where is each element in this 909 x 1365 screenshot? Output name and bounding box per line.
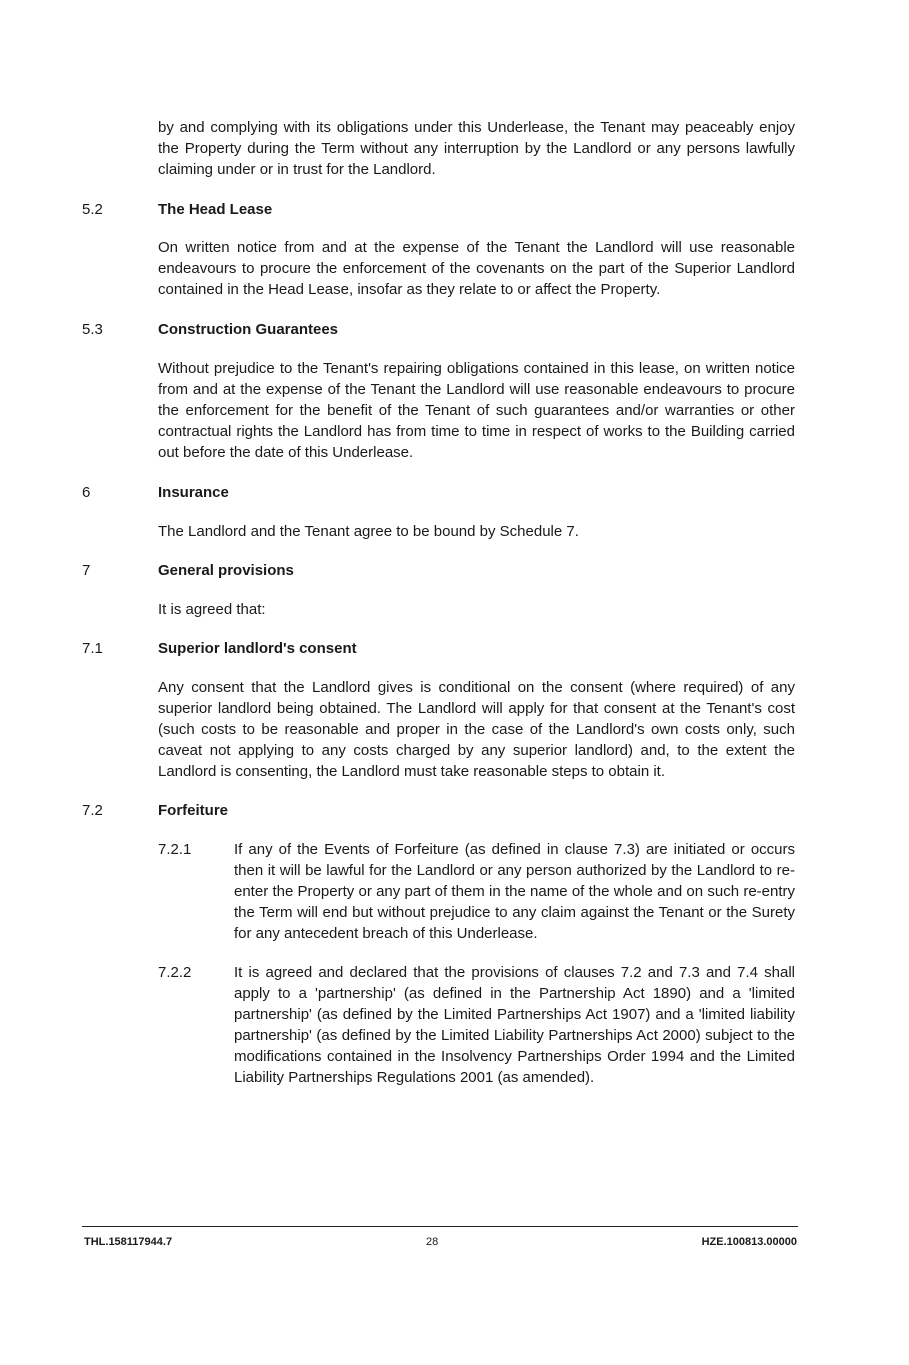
subclause-text-7-2-1: If any of the Events of Forfeiture (as defined in clause 7.3) are initiated or occurs then it will be lawful for the Landlord or any person authorized by the Landlord to re-enter the Property or any part of them in the name of the whole and on such re-entry the Term will end but without prejudice to any claim against the Tenant or the Surety for any antecedent breach of this Underlease.: [234, 841, 795, 942]
footer-matter-reference: HZE.100813.00000: [701, 1236, 797, 1248]
clause-heading-superior-landlords-consent: Superior landlord's consent: [158, 640, 357, 657]
clause-heading-insurance: Insurance: [158, 484, 229, 501]
clause-heading-construction-guarantees: Construction Guarantees: [158, 321, 339, 338]
clause-text-superior-landlords-consent: Any consent that the Landlord gives is conditional on the consent (where required) of any superior landlord being obtained. The Landlord will apply for that consent at the Tenant's cost (such costs to be reasonable and proper in the case of the Landlord's own costs only, such caveat not applying to any costs charged by any superior landlord) and, to the extent the Landlord is consenting, the Landlord must take reasonable steps to obtain it.: [158, 679, 795, 780]
subclause-text-7-2-2: It is agreed and declared that the provisions of clauses 7.2 and 7.3 and 7.4 shall apply to a 'partnership' (as defined in the Partnership Act 1890) and a 'limited partnership' (as defined by the Limited Partnerships Act 1907) and a 'limited liability partnership' (as defined by the Limited Liability Partnerships Act 2000) subject to the modifications contained in the Insolvency Partnerships Order 1994 and the Limited Liability Partnerships Regulations 2001 (as amended).: [234, 964, 795, 1086]
subclause-number-7-2-2: 7.2.2: [158, 964, 192, 981]
clause-text-general-provisions: It is agreed that:: [158, 601, 266, 618]
intro-paragraph: by and complying with its obligations under this Underlease, the Tenant may peaceably enjoy the Property during the Term without any interruption by the Landlord or any persons lawfully claiming under or in trust for the Landlord.: [158, 119, 795, 178]
footer-divider: [82, 1226, 798, 1227]
clause-heading-head-lease: The Head Lease: [158, 201, 273, 218]
clause-number-7: 7: [82, 562, 91, 579]
clause-heading-general-provisions: General provisions: [158, 562, 294, 579]
footer-document-reference: THL.158117944.7: [84, 1236, 173, 1248]
clause-number-7-1: 7.1: [82, 640, 103, 657]
clause-heading-forfeiture: Forfeiture: [158, 802, 229, 819]
clause-number-5-3: 5.3: [82, 321, 103, 338]
clause-number-5-2: 5.2: [82, 201, 103, 218]
clause-text-head-lease: On written notice from and at the expense of the Tenant the Landlord will use reasonable endeavours to procure the enforcement of the covenants on the part of the Superior Landlord contained in the Head Lease, insofar as they relate to or affect the Property.: [158, 239, 795, 298]
subclause-number-7-2-1: 7.2.1: [158, 841, 192, 858]
footer-page-number: 28: [426, 1236, 439, 1248]
clause-text-construction-guarantees: Without prejudice to the Tenant's repairing obligations contained in this lease, on written notice from and at the expense of the Tenant the Landlord will use reasonable endeavours to procure the enforcement for the benefit of the Tenant of such guarantees and/or warranties or other contractual rights the Landlord has from time to time in respect of works to the Building carried out before the date of this Underlease.: [158, 360, 795, 461]
clause-number-7-2: 7.2: [82, 802, 103, 819]
clause-text-insurance: The Landlord and the Tenant agree to be bound by Schedule 7.: [158, 523, 579, 540]
clause-number-6: 6: [82, 484, 91, 501]
